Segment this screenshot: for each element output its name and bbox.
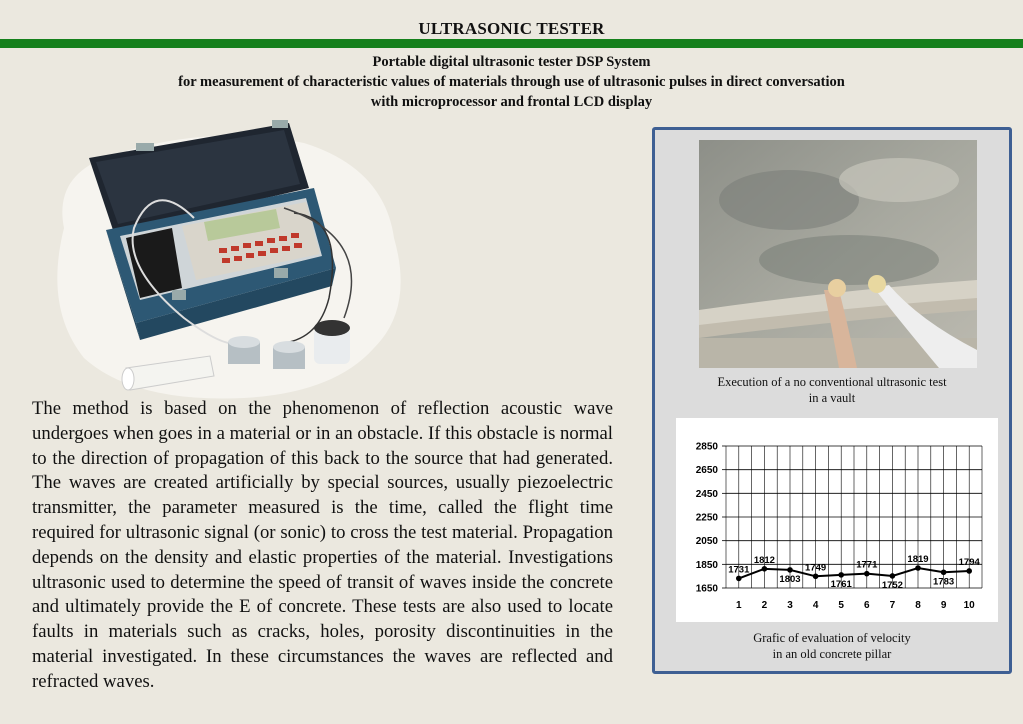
data-point — [966, 568, 972, 574]
y-tick-label: 2650 — [695, 465, 718, 477]
data-point — [813, 573, 819, 579]
y-tick-label: 2050 — [695, 536, 718, 548]
data-point — [864, 571, 870, 577]
y-tick-label: 2450 — [695, 488, 718, 500]
data-label: 1819 — [907, 554, 929, 566]
data-label: 1812 — [753, 554, 775, 566]
caption-line: Execution of a no conventional ultrasonic test — [717, 375, 947, 389]
data-point — [787, 567, 793, 573]
x-tick-label: 6 — [864, 600, 870, 611]
caption-line: in an old concrete pillar — [772, 647, 892, 661]
data-point — [838, 572, 844, 578]
x-tick-label: 9 — [940, 600, 947, 611]
x-tick-label: 1 — [736, 600, 742, 611]
x-tick-label: 10 — [963, 600, 975, 611]
subtitle-line: Portable digital ultrasonic tester DSP System — [372, 54, 651, 70]
data-point — [941, 569, 947, 575]
data-point — [890, 573, 896, 579]
page-title: ULTRASONIC TESTER — [418, 19, 605, 38]
data-label: 1783 — [933, 576, 955, 588]
data-point — [915, 565, 921, 571]
x-tick-label: 7 — [889, 600, 896, 611]
description-paragraph: The method is based on the phenomenon of reflection acoustic wave undergoes when goes in a material or in an obstacle. If this obstacle is normal to the direction of propagation of this back to the source that had generated. The waves are created artificially by special sources, usually piezoelectric transmitter, the parameter measured is the time, called the flight time required for ultrasonic signal (or sonic) to cross the test material. Propagation depends on the density and elastic properties of the material. Investigations ultrasonic used to determine the speed of transit of waves inside the concrete and ultimately provide the E of concrete. These tests are also used to locate faults in materials such as cracks, holes, porosity discontinuities in the material investigated. In these circumstances the waves are reflected and refracted waves. — [32, 398, 613, 692]
caption-line: Grafic of evaluation of velocity — [753, 631, 911, 645]
vault-test-photo — [699, 140, 977, 368]
ultrasonic-tester-image — [44, 118, 424, 408]
data-label: 1794 — [958, 556, 980, 568]
illustration-panel — [652, 127, 1012, 674]
y-tick-label: 2250 — [695, 512, 718, 524]
photo-caption — [675, 374, 989, 406]
data-label: 1752 — [881, 579, 903, 591]
y-tick-label: 1850 — [695, 559, 718, 571]
velocity-chart — [676, 418, 998, 622]
subtitle-line: for measurement of characteristic values of materials through use of ultrasonic pulses in direct conversation — [178, 74, 845, 90]
chart-caption — [675, 630, 989, 662]
x-tick-label: 8 — [915, 600, 921, 611]
data-point — [762, 566, 768, 572]
y-tick-label: 2850 — [695, 441, 718, 453]
data-label: 1803 — [779, 573, 801, 585]
data-label: 1749 — [805, 562, 827, 574]
data-point — [736, 576, 742, 582]
x-tick-label: 4 — [812, 600, 819, 611]
data-label: 1771 — [856, 559, 878, 571]
y-tick-label: 1650 — [695, 583, 718, 595]
data-label: 1761 — [830, 578, 852, 590]
page-subtitle — [60, 52, 963, 112]
title-divider — [0, 39, 1023, 48]
subtitle-line: with microprocessor and frontal LCD display — [370, 94, 653, 110]
caption-line: in a vault — [808, 391, 856, 405]
velocity-chart-svg — [676, 418, 998, 622]
x-tick-label: 5 — [838, 600, 844, 611]
x-tick-label: 2 — [761, 600, 768, 611]
data-label: 1731 — [728, 564, 750, 576]
x-tick-label: 3 — [787, 600, 793, 611]
